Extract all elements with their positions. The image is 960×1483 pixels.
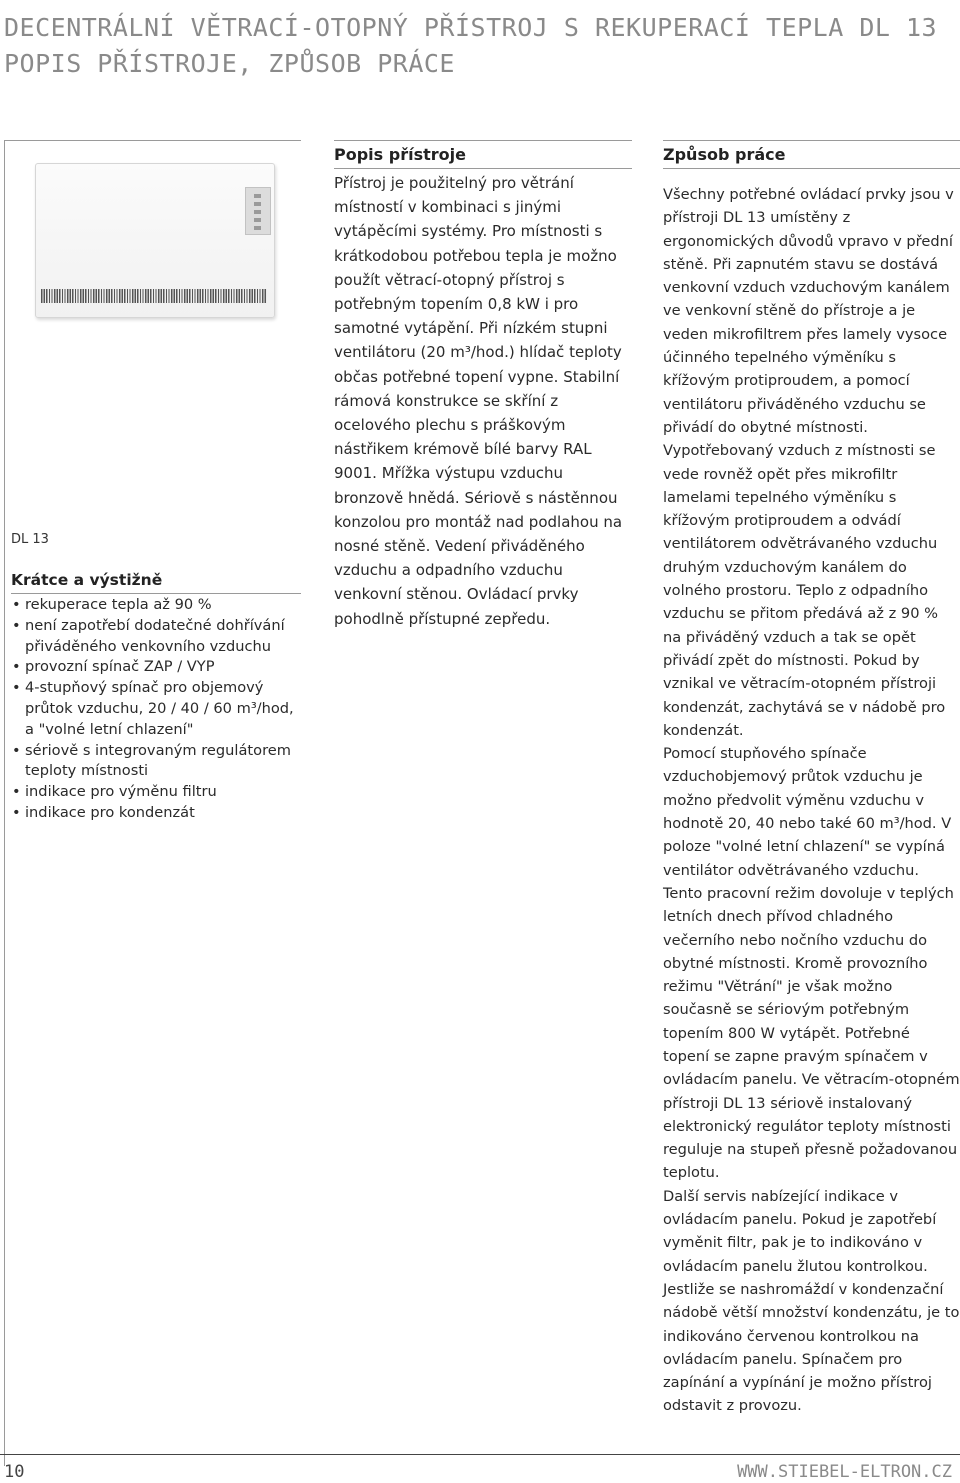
summary-block: [11, 531, 301, 824]
website-link[interactable]: WWW.STIEBEL-ELTRON.CZ: [737, 1462, 952, 1482]
description-title: Popis přístroje: [334, 140, 632, 169]
device-image: [35, 163, 275, 318]
description-text: Přístroj je použitelný pro větrání místností v kombinaci s jinými vytápěcími systémy. Pro místnosti s krátkodobou potřebou tepla je možno použít větrací-otopný přístroj s potřebným topením 0,8 kW i pro samotné vytápění. Při nízkém stupni ventilátoru (20 m³/hod.) hlídač teploty občas potřebné topení vypne. Stabilní rámová konstrukce se skříní z ocelového plechu s práškovým nástřikem krémově bílé barvy RAL 9001. Mřížka výstupu vzduchu bronzově hnědá. Sériově s nástěnnou konzolou pro montáž nad podlahou na nosné stěně. Vedení přiváděného vzduchu a odpadního vzduchu venkovní stěnou. Ovládací prvky pohodlně přístupné zepředu.: [334, 174, 623, 628]
left-column: [4, 140, 301, 1466]
operation-title: Způsob práce: [663, 140, 960, 169]
header-title-line1: DECENTRÁLNÍ VĚTRACÍ-OTOPNÝ PŘÍSTROJ S REKUPERACÍ TEPLA DL 13: [4, 13, 938, 42]
paragraph: Pomocí stupňového spínače vzduchobjemový průtok vzduchu je možno předvolit výměnu vzduchu v hodnotě 20, 40 nebo také 60 m³/hod. V poloze "volné letní chlazení" se vypíná ventilátor odvětrávaného vzduchu. Tento pracovní režim dovoluje v teplých letních dnech přívod chladného večerního nebo nočního vzduchu do obytné místnosti. Kromě provozního režimu "Větrání" je však možno současně se sériovým potřebným topením 800 W vytápět. Potřebné topení se zapne pravým spínačem v ovládacím panelu. Ve větracím-otopném přístroji DL 13 sériově instalovaný elektronický regulátor teploty místnosti reguluje na stupeň přesně požadovanou teplotu.: [663, 745, 960, 1182]
list-item: • není zapotřebí dodatečné dohřívání přiváděného venkovního vzduchu: [11, 616, 301, 658]
list-item: • 4-stupňový spínač pro objemový průtok vzduchu, 20 / 40 / 60 m³/hod, a "volné letní chlazení": [11, 678, 301, 740]
header-title-line2: POPIS PŘÍSTROJE, ZPŮSOB PRÁCE: [4, 49, 455, 78]
description-column: [334, 140, 632, 631]
page-number: 10: [4, 1462, 25, 1482]
paragraph: Všechny potřebné ovládací prvky jsou v přístroji DL 13 umístěny z ergonomických důvodů vpravo v přední stěně. Při zapnutém stavu se dostává venkovní vzduch vzduchovým kanálem ve venkovní stěně do přístroje a je veden mikrofiltrem přes lamely vysoce účinného tepelného výměníku s křížovým protiproudem, a pomocí ventilátoru přiváděného vzduchu se přivádí do obytné místnosti. Vypotřebovaný vzduch z místnosti se vede rovněž opět přes mikrofiltr lamelami tepelného výměníku s křížovým protiproudem a odvádí ventilátorem odvětrávaného vzduchu druhým vzduchovým kanálem do volného prostoru. Teplo z odpadního vzduchu se přitom předává až z 90 % na přiváděný vzduch a tak se opět přivádí zpět do místnosti. Pokud by vznikal ve větracím-otopném přístroji kondenzát, zachytává se v nádobě pro kondenzát.: [663, 186, 954, 739]
list-item: • indikace pro kondenzát: [11, 803, 301, 824]
list-item: • rekuperace tepla až 90 %: [11, 595, 301, 616]
feature-list: [11, 595, 301, 824]
summary-title: Krátce a výstižně: [11, 566, 301, 594]
operation-column: [663, 140, 960, 1418]
list-item: • sériově s integrovaným regulátorem teploty místnosti: [11, 741, 301, 783]
model-label: DL 13: [11, 532, 49, 547]
operation-text: [663, 183, 960, 1418]
paragraph: Další servis nabízející indikace v ovládacím panelu. Pokud je zapotřebí vyměnit filtr, pak je to indikováno v ovládacím panelu žlutou kontrolkou. Jestliže se nashromáždí v kondenzační nádobě větší množství kondenzátu, je to indikováno červenou kontrolkou na ovládacím panelu. Spínačem pro zapínání a vypínání je možno přístroj odstavit z provozu.: [663, 1187, 960, 1415]
list-item: • provozní spínač ZAP / VYP: [11, 657, 301, 678]
footer-divider: [0, 1454, 960, 1455]
air-outlet-grille: [41, 289, 267, 303]
page-header: [4, 10, 954, 82]
control-panel-graphic: [245, 187, 271, 235]
list-item: • indikace pro výměnu filtru: [11, 782, 301, 803]
